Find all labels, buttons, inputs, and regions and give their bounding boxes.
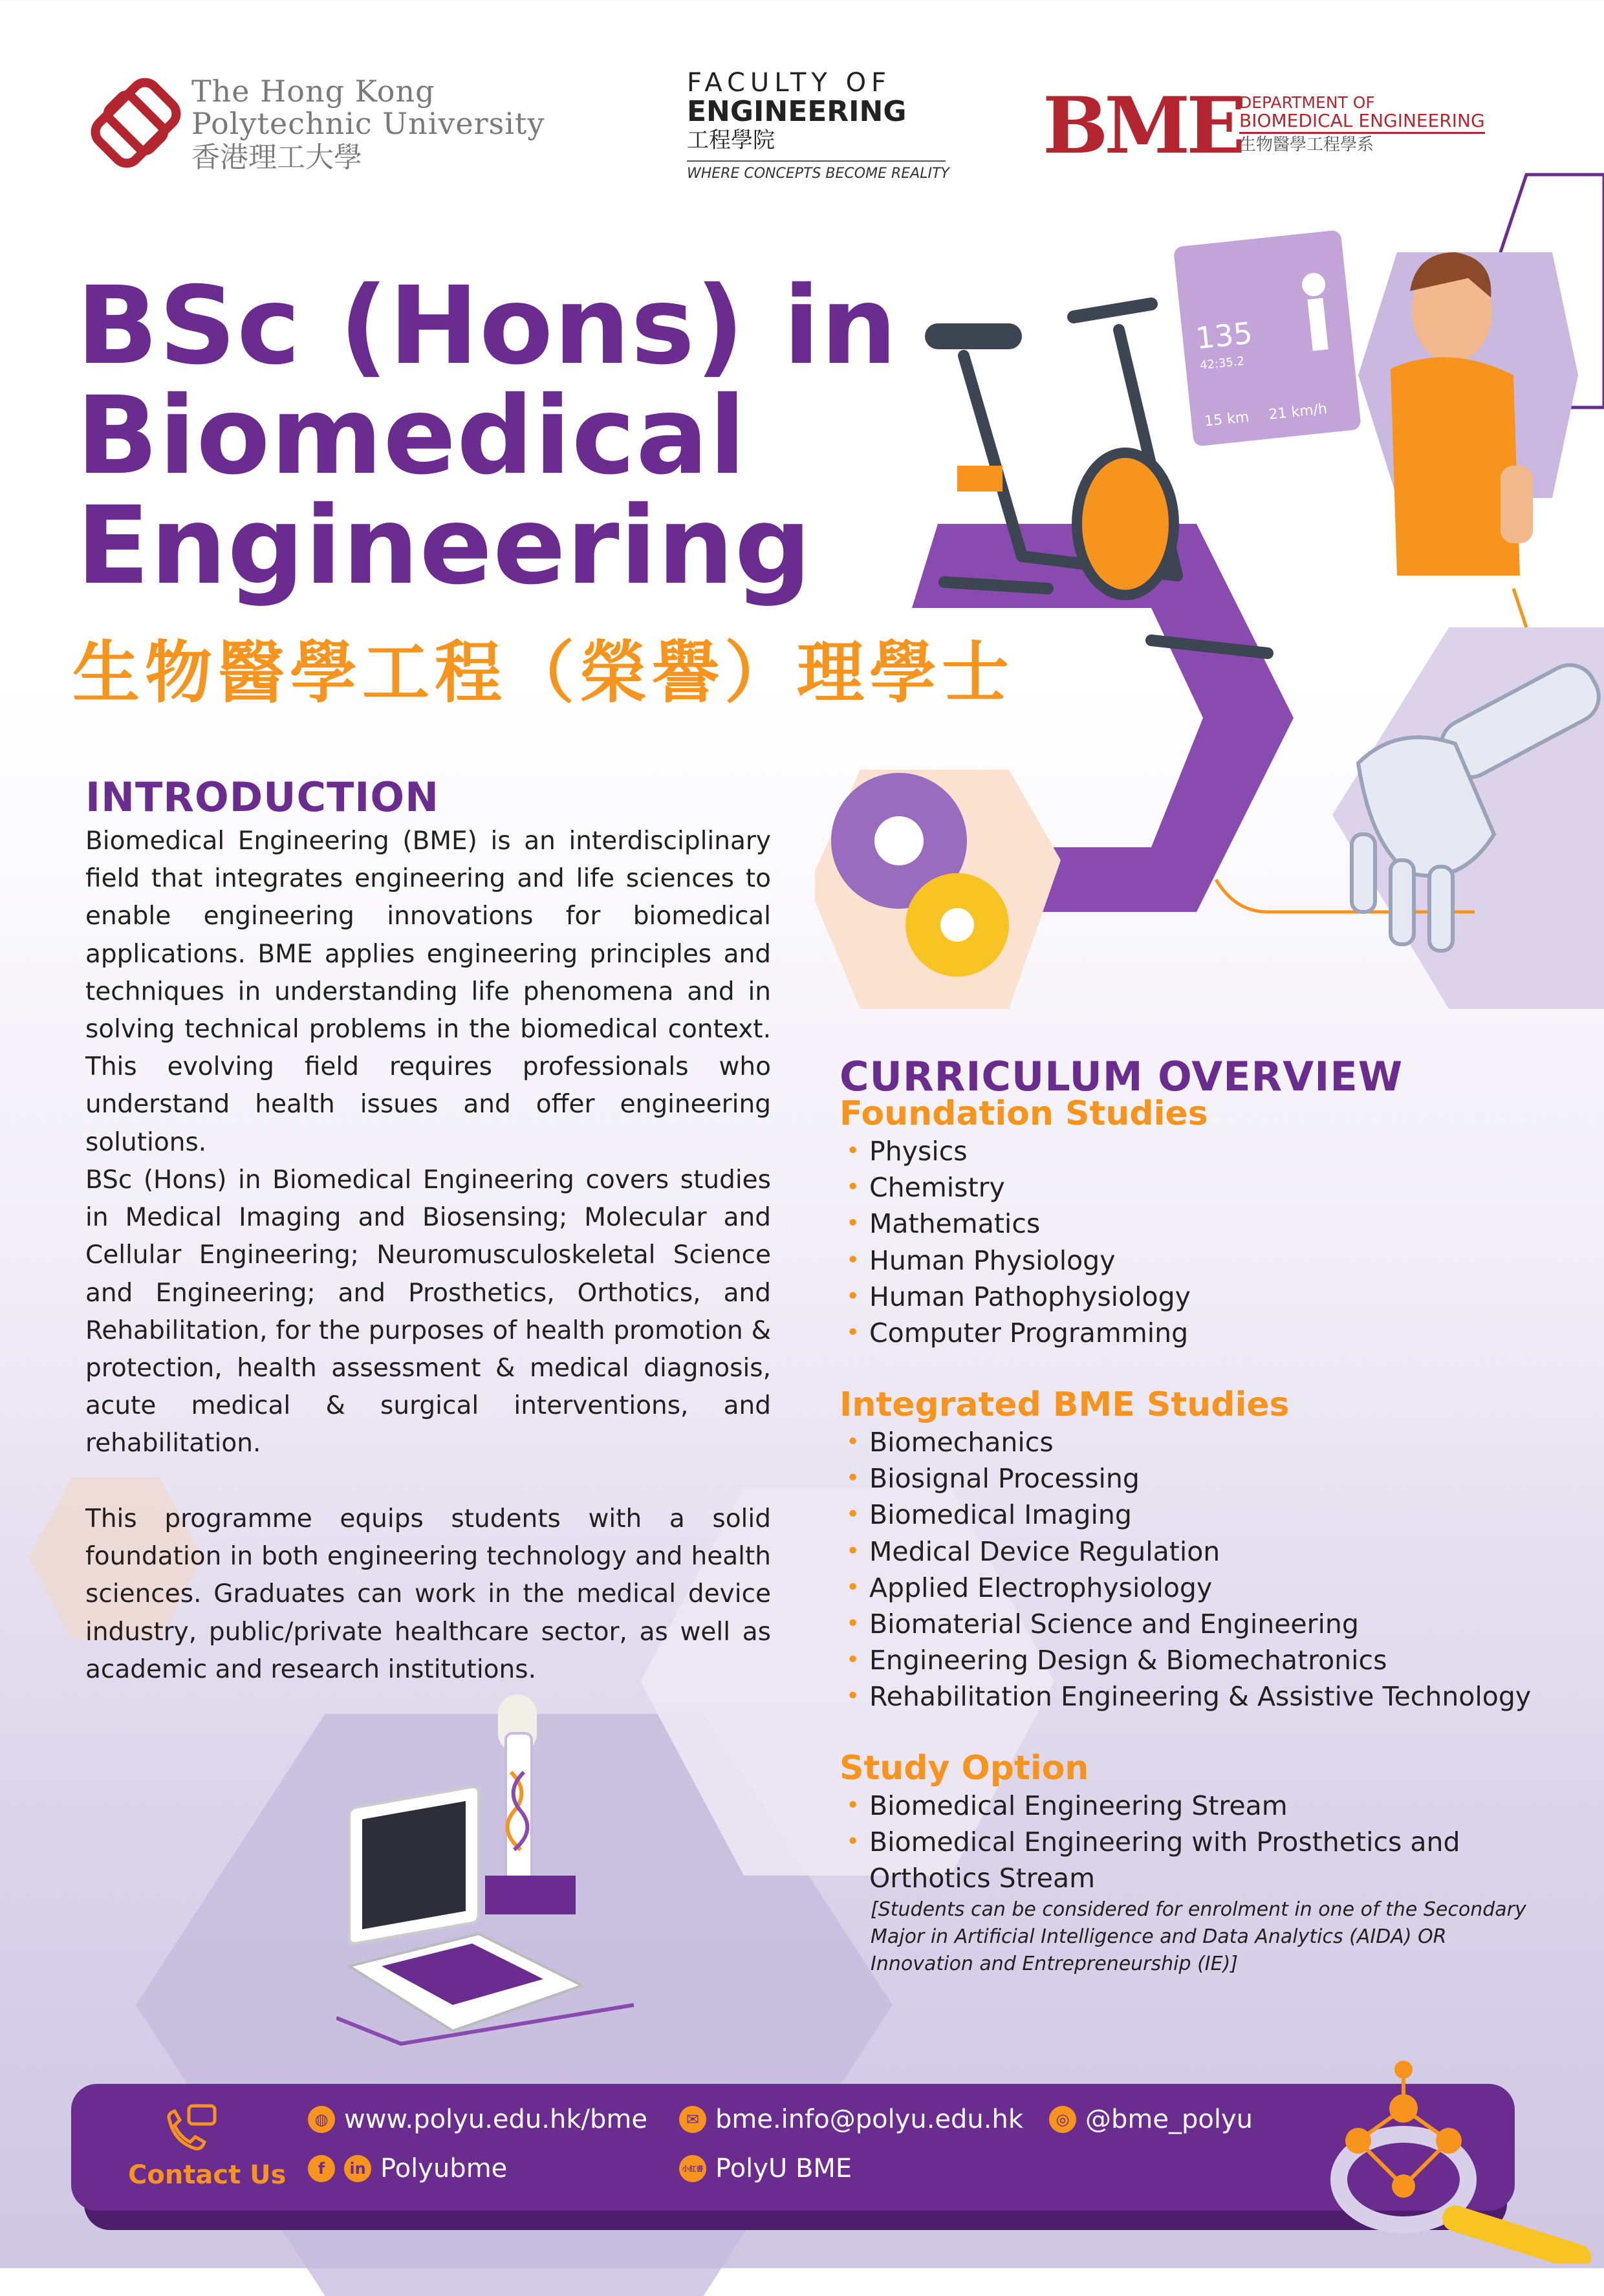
foundation-heading: Foundation Studies: [840, 1094, 1208, 1133]
email-link[interactable]: [679, 2105, 1023, 2134]
list-item: • Mathematics: [840, 1206, 1551, 1242]
introduction-heading: INTRODUCTION: [85, 774, 439, 821]
instagram-icon: ◎: [1049, 2106, 1076, 2133]
globe-icon: ◍: [308, 2106, 335, 2133]
introduction-paragraph-1: Biomedical Engineering (BME) is an interdisciplinary field that integrates engineering and life sciences to enable engineering innovations for biomedical applications. BME applies engineering principles and techniques in understanding life phenomena and in solving technical problems in the biomedical context. This evolving field requires professionals who understand health issues and offer engineering solutions.: [85, 827, 771, 1157]
contact-bar: [71, 2084, 1515, 2211]
website-link[interactable]: [308, 2105, 647, 2134]
list-item: • Biomedical Imaging: [840, 1497, 1564, 1533]
department-line1: DEPARTMENT OF: [1239, 93, 1375, 112]
list-item: • Chemistry: [840, 1169, 1551, 1206]
linkedin-icon: in: [344, 2155, 371, 2182]
list-item: • Human Physiology: [840, 1242, 1551, 1279]
list-item: • Physics: [840, 1133, 1551, 1169]
faculty-line2: ENGINEERING: [687, 95, 907, 128]
list-item: • Biomedical Engineering with Prosthetics and Orthotics Stream: [840, 1824, 1486, 1896]
list-item: • Biomaterial Science and Engineering: [840, 1606, 1564, 1642]
lab-illustration: [336, 1695, 673, 2057]
device-speed: 21 km/h: [1268, 400, 1328, 424]
bme-logo: [1043, 80, 1242, 171]
list-item: • Biosignal Processing: [840, 1460, 1564, 1497]
website-text: www.polyu.edu.hk/bme: [344, 2105, 647, 2134]
facebook-icon: f: [308, 2155, 335, 2182]
device-distance: 15 km: [1204, 409, 1250, 430]
department-line2: BIOMEDICAL ENGINEERING: [1239, 111, 1485, 134]
list-item: • Human Pathophysiology: [840, 1279, 1551, 1315]
xiaohongshu-icon: 小紅書: [679, 2155, 706, 2182]
introduction-paragraph-3: This programme equips students with a solid foundation in both engineering technology and health sciences. Graduates can work in the medical device industry, public/private healthcare sector, as well as academic and research institutions.: [85, 1504, 771, 1684]
contact-label: Contact Us: [128, 2160, 287, 2190]
study-option-heading: Study Option: [840, 1749, 1089, 1788]
polyu-logo-icon: [84, 71, 188, 175]
red-link[interactable]: [679, 2154, 852, 2183]
fitness-illustration: [815, 162, 1604, 1028]
study-option-note: [Students can be considered for enrolment in one of the Secondary Major in Artificial Intelligence and Data Analytics (AIDA) OR Innovation and Entrepreneurship (IE)]: [871, 1898, 1526, 1975]
list-item: • Biomedical Engineering Stream: [840, 1788, 1486, 1824]
integrated-list: [840, 1424, 1564, 1715]
page-title-zh: 生物醫學工程（榮譽）理學士: [72, 633, 1015, 712]
department-name: [1239, 94, 1485, 156]
polyu-name-line1: The Hong Kong: [191, 74, 435, 109]
bme-mark: BME: [1043, 80, 1242, 171]
list-item: • Computer Programming: [840, 1315, 1551, 1351]
list-item: • Applied Electrophysiology: [840, 1570, 1564, 1606]
phone-chat-icon: [160, 2101, 220, 2160]
study-option-list: [840, 1788, 1486, 1897]
email-text: bme.info@polyu.edu.hk: [715, 2105, 1023, 2134]
title-line2: Biomedical: [76, 374, 747, 499]
integrated-heading: Integrated BME Studies: [840, 1385, 1290, 1424]
list-item: • Biomechanics: [840, 1424, 1564, 1460]
title-line1: BSc (Hons) in: [76, 264, 898, 389]
polyu-name-line2: Polytechnic University: [191, 106, 545, 141]
title-line3: Engineering: [76, 484, 812, 609]
faculty-line3: 工程學院: [687, 127, 775, 153]
faculty-line1: FACULTY OF: [687, 68, 892, 98]
polyu-name-zh: 香港理工大學: [191, 141, 362, 174]
device-time: 42:35.2: [1199, 354, 1246, 373]
instagram-link[interactable]: [1049, 2105, 1253, 2134]
social-text: Polyubme: [380, 2154, 508, 2183]
list-item: • Engineering Design & Biomechatronics: [840, 1642, 1564, 1678]
foundation-list: [840, 1133, 1551, 1351]
introduction-paragraph-2: BSc (Hons) in Biomedical Engineering covers studies in Medical Imaging and Biosensing; Molecular and Cellular Engineering; Neuromusculoskeletal Science and Engineering; and Prosthetics, Orthotics, and Rehabilitation, for the purposes of health promotion & protection, health assessment & medical diagnosis, acute medical & surgical interventions, and rehabilitation.: [85, 1165, 771, 1458]
mail-icon: ✉: [679, 2106, 706, 2133]
faculty-tagline: WHERE CONCEPTS BECOME REALITY: [687, 166, 949, 182]
device-value: 135: [1193, 315, 1254, 356]
list-item: • Medical Device Regulation: [840, 1533, 1564, 1570]
molecule-magnifier-icon: [1319, 2057, 1591, 2264]
department-line3: 生物醫學工程學系: [1239, 135, 1374, 155]
instagram-text: @bme_polyu: [1085, 2105, 1253, 2134]
social-link[interactable]: [308, 2154, 507, 2183]
curriculum-heading: CURRICULUM OVERVIEW: [840, 1053, 1404, 1100]
list-item: • Rehabilitation Engineering & Assistive Technology: [840, 1678, 1564, 1715]
red-text: PolyU BME: [715, 2154, 852, 2183]
polyu-name: [191, 75, 545, 176]
